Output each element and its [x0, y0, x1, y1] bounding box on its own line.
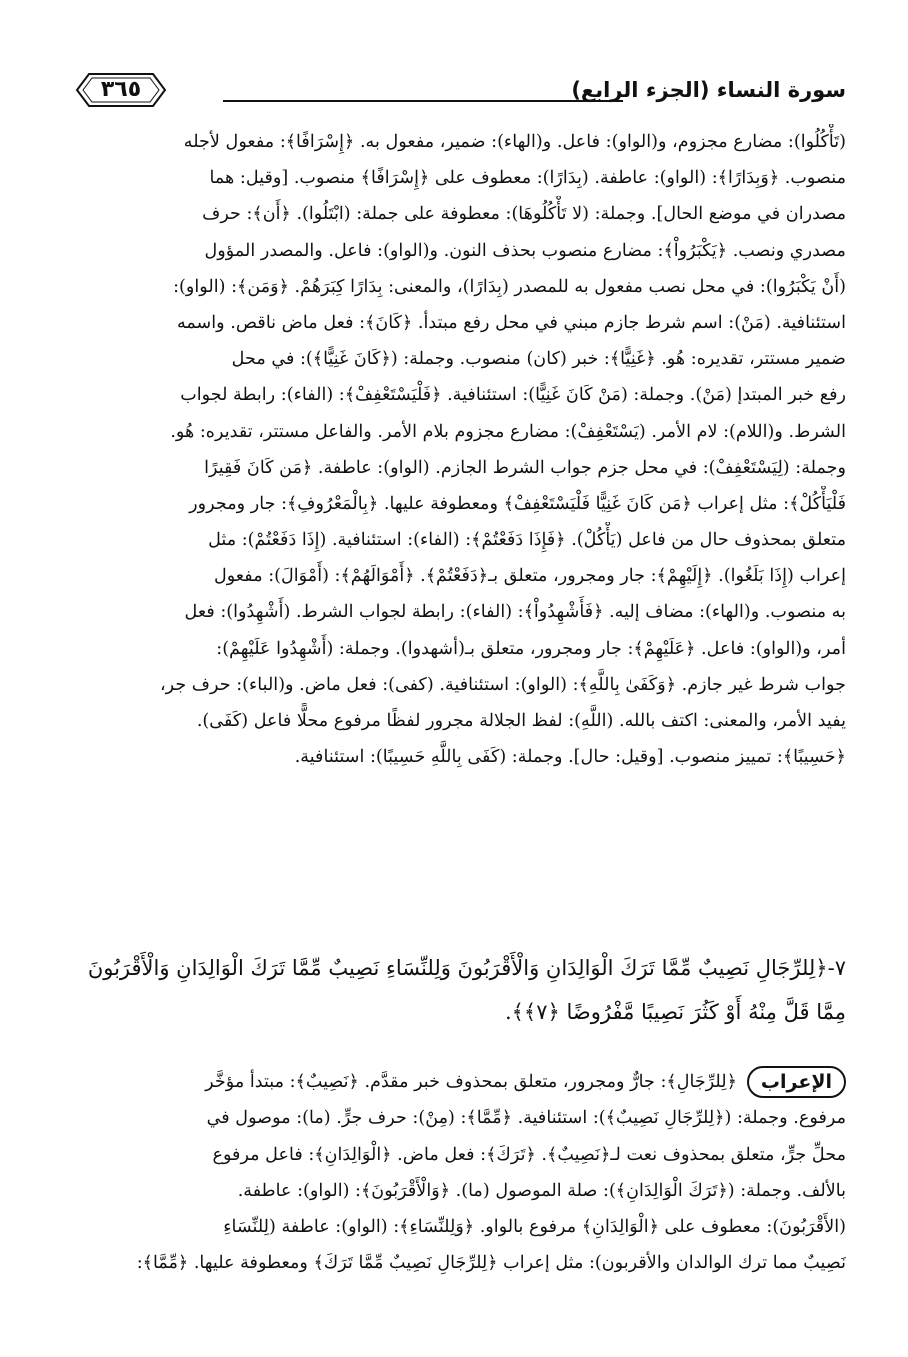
- text-line: فَلْيَأْكُلْ﴾: مثل إعراب ﴿مَن كَانَ غَنِيًّا فَلْيَسْتَعْفِفْ﴾ ومعطوفة عليها. ﴿بِالْمَعْرُوفِ﴾: جار ومجرور: [189, 493, 846, 514]
- page-header: [75, 70, 846, 114]
- quran-verse: [66, 946, 846, 1034]
- page-number: ٣٦٥: [100, 77, 142, 102]
- text-line: مرفوع. وجملة: (﴿لِلرِّجَالِ نَصِيبٌ﴾): استئنافية. ﴿مِّمَّا﴾: (مِنْ): حرف جرٍّ. (ما): موصول في: [206, 1108, 846, 1129]
- irab-first-line-text: ﴿لِلرِّجَالِ﴾: جارٌّ ومجرور، متعلق بمحذوف خبر مقدَّم. ﴿نَصِيبٌ﴾: مبتدأ مؤخَّر: [205, 1072, 737, 1092]
- text-line: إعراب (إِذَا بَلَغُوا). ﴿إِلَيْهِمْ﴾: جار ومجرور، متعلق بـ﴿دَفَعْتُمْ﴾. ﴿أَمْوَالَهُمْ﴾: (أَمْوَالَ): مفعول: [213, 566, 846, 587]
- text-line: أمر، و(الواو): فاعل. ﴿عَلَيْهِمْ﴾: جار ومجرور، متعلق بـ(أشهدوا). وجملة: (أَشْهِدُوا عَلَيْهِمْ):: [216, 638, 846, 659]
- verse-line: مِمَّا قَلَّ مِنْهُ أَوْ كَثُرَ نَصِيبًا مَّفْرُوضًا ﴿٧﴾﴾.: [504, 1000, 846, 1024]
- text-line: منصوب. ﴿وَبِدَارًا﴾: (الواو): عاطفة. (بِدَارًا): معطوف على ﴿إِسْرَافًا﴾ منصوب. [وقيل: هما: [209, 168, 846, 189]
- text-line: الشرط. و(اللام): لام الأمر. (يَسْتَعْفِفْ): مضارع مجزوم بلام الأمر. والفاعل مستتر، تقديره: هُو.: [170, 421, 846, 442]
- header-rule: [223, 100, 623, 102]
- text-line: وجملة: (لِيَسْتَعْفِفْ): في محل جزم جواب الشرط الجازم. (الواو): عاطفة. ﴿مَن كَانَ فَقِيرًا: [204, 457, 846, 478]
- text-line: مصدران في موضع الحال]. وجملة: (لا تَأْكُلُوهَا): معطوفة على جملة: (ابْتَلُوا). ﴿أَن﴾: حرف: [202, 204, 846, 225]
- text-line: (الأَقْرَبُونَ): معطوف على ﴿الْوَالِدَانِ﴾ مرفوع بالواو. ﴿وَلِلنِّسَاءِ﴾: (الواو): عاطفة (لِلنِّسَاءِ: [223, 1217, 846, 1238]
- text-line: [66, 1064, 846, 1100]
- text-line: استئنافية. (مَنْ): اسم شرط جازم مبني في محل رفع مبتدأ. ﴿كَانَ﴾: فعل ماض ناقص. واسمه: [176, 312, 846, 333]
- irab-section: [66, 1064, 846, 1282]
- text-line: به منصوب. و(الهاء): مضاف إليه. ﴿فَأَشْهِدُواْ﴾: (الفاء): رابطة لجواب الشرط. (أَشْهِدُوا): فعل: [184, 602, 846, 623]
- text-line: يفيد الأمر، والمعنى: اكتف بالله. (اللَّهِ): لفظ الجلالة مجرور لفظًا مرفوع محلًّا فاعل (كَفَى).: [196, 711, 846, 731]
- page-number-frame: [75, 72, 167, 108]
- text-line: ضمير مستتر، تقديره: هُو. ﴿غَنِيًّا﴾: خبر (كان) منصوب. وجملة: (﴿كَانَ غَنِيًّا﴾): في محل: [231, 349, 846, 370]
- text-line: جواب شرط غير جازم. ﴿وَكَفَىٰ بِاللَّهِ﴾: (الواو): استئنافية. (كفى): فعل ماض. و(الباء): حرف جر،: [159, 674, 846, 695]
- text-line: بالألف. وجملة: (﴿تَرَكَ الْوَالِدَانِ﴾): صلة الموصول (ما). ﴿وَالْأَقْرَبُونَ﴾: (الواو): عاطفة.: [237, 1180, 846, 1201]
- text-line: مصدري ونصب. ﴿يَكْبَرُواْ﴾: مضارع منصوب بحذف النون. و(الواو): فاعل. والمصدر المؤول: [204, 240, 846, 261]
- running-title: سورة النساء (الجزء الرابع): [571, 78, 846, 102]
- verse-line: ٧-﴿لِلرِّجَالِ نَصِيبٌ مِّمَّا تَرَكَ الْوَالِدَانِ وَالْأَقْرَبُونَ وَلِلنِّسَاءِ نَصِيبٌ مِّمَّا تَرَكَ الْوَالِدَانِ وَالْأَقْرَبُونَ: [87, 956, 846, 980]
- text-line: محلِّ جرٍّ، متعلق بمحذوف نعت لـ﴿نَصِيبٌ﴾. ﴿تَرَكَ﴾: فعل ماض. ﴿الْوَالِدَانِ﴾: فاعل مرفوع: [212, 1144, 846, 1165]
- text-line: ﴿حَسِيبًا﴾: تمييز منصوب. [وقيل: حال]. وجملة: (كَفَى بِاللَّهِ حَسِيبًا): استئنافية.: [294, 747, 846, 768]
- text-line: (أَنْ يَكْبَرُوا): في محل نصب مفعول به للمصدر (بِدَارًا)، والمعنى: بِدَارًا كِبَرَهُمْ. ﴿وَمَن﴾: (الواو):: [173, 276, 846, 297]
- irab-label: الإعراب: [747, 1066, 846, 1098]
- commentary-paragraph-1: [66, 124, 846, 775]
- text-line: متعلق بمحذوف حال من فاعل (يَأْكُلْ). ﴿فَإِذَا دَفَعْتُمْ﴾: (الفاء): استئنافية. (إِذَا دَفَعْتُمْ): مثل: [208, 530, 846, 551]
- text-line: (تَأْكُلُوا): مضارع مجزوم، و(الواو): فاعل. و(الهاء): ضمير، مفعول به. ﴿إِسْرَافًا﴾: مفعول لأجله: [183, 132, 846, 152]
- text-line: نَصِيبٌ مما ترك الوالدان والأقربون): مثل إعراب ﴿لِلرِّجَالِ نَصِيبٌ مِّمَّا تَرَكَ﴾ ومعطوفة عليها. ﴿مِّمَّا﴾:: [136, 1253, 846, 1274]
- text-line: رفع خبر المبتدإ (مَنْ). وجملة: (مَنْ كَانَ غَنِيًّا): استئنافية. ﴿فَلْيَسْتَعْفِفْ﴾: (الفاء): رابطة لجواب: [180, 385, 846, 406]
